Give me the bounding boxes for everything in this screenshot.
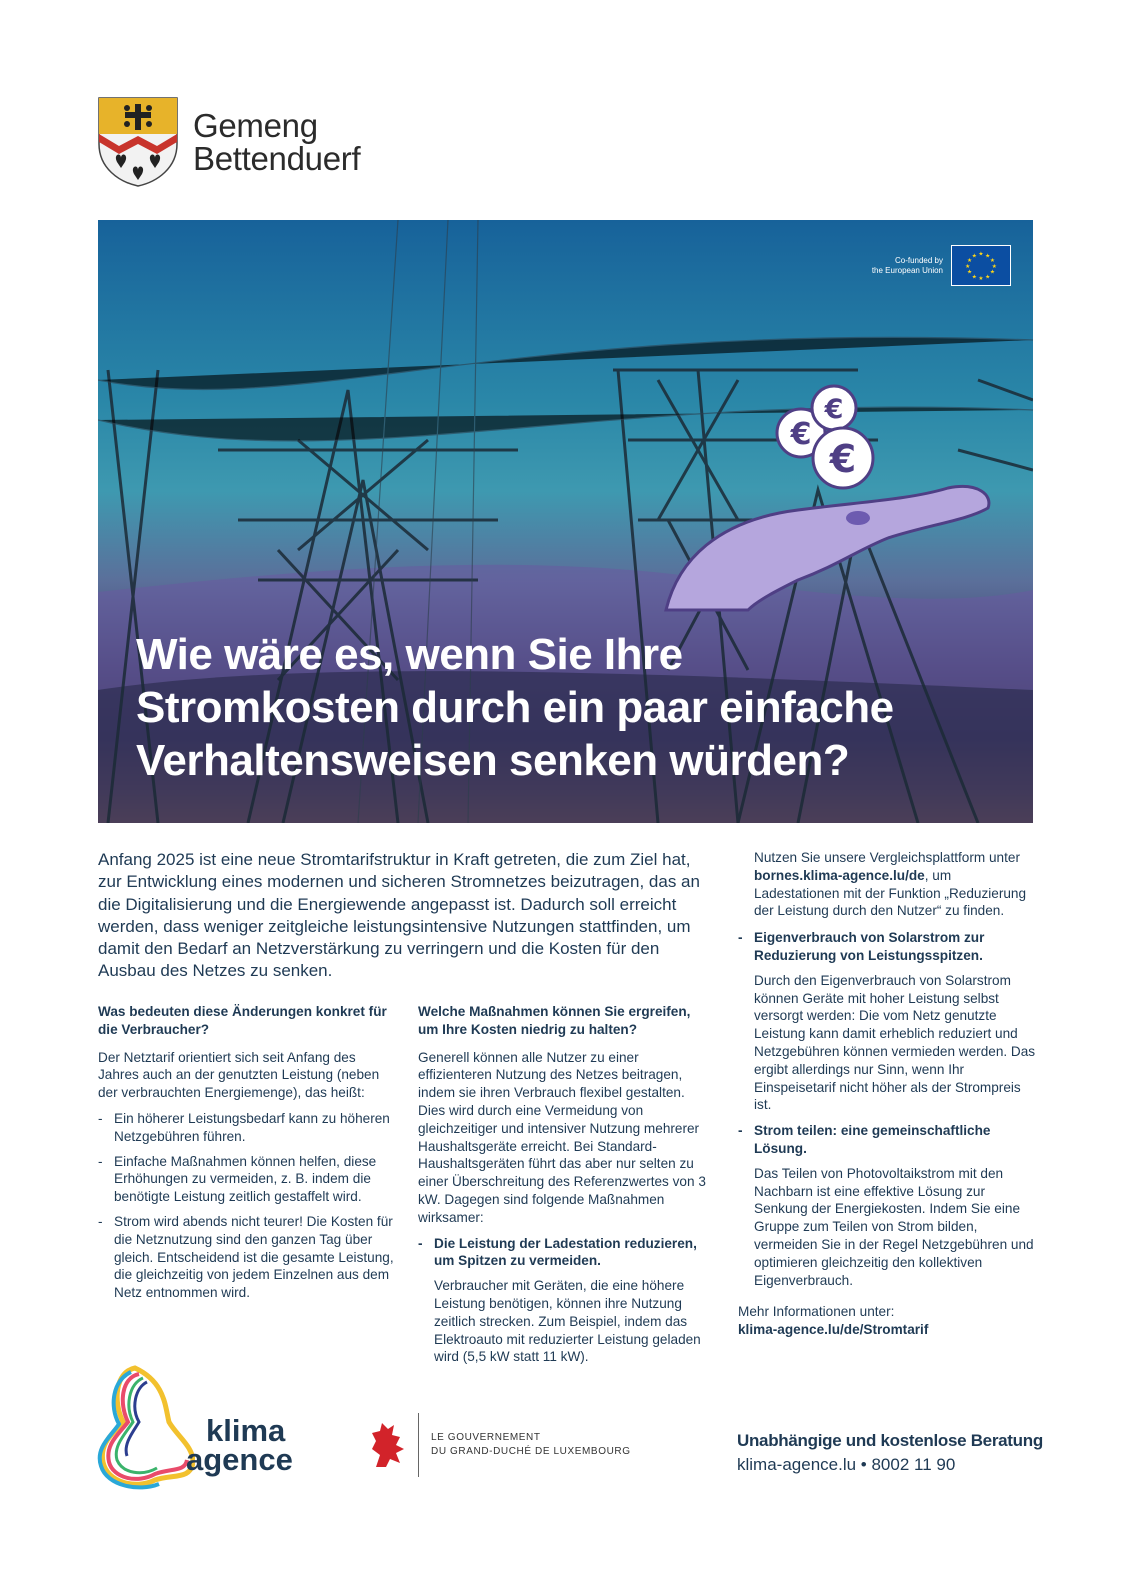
col3-list-1	[738, 929, 1038, 965]
col1-heading: Was bedeuten diese Änderungen konkret für die Verbraucher?	[98, 1004, 387, 1037]
col2-heading: Welche Maßnahmen können Sie ergreifen, um Ihre Kosten niedrig zu halten?	[418, 1004, 691, 1037]
svg-text:★: ★	[991, 263, 997, 270]
eu-line2: the European Union	[871, 265, 943, 275]
euro-coin-icon	[777, 386, 873, 488]
headline-line2: Stromkosten durch ein paar einfache	[136, 683, 894, 732]
svg-text:★: ★	[978, 251, 984, 258]
list-item: - Strom wird abends nicht teurer! Die Kosten für die Netznutzung sind den ganzen Tag über gleich. Entscheidend ist die gesamte Leistung, die gleichzeitig von jedem Einzelnen aus dem Netz entnommen wird.	[98, 1213, 398, 1302]
more-info-label: Mehr Informationen unter:	[738, 1304, 895, 1320]
col3-cont-pre: Nutzen Sie unsere Vergleichsplattform unter	[754, 850, 1020, 865]
list-item: - Einfache Maßnahmen können helfen, diese Erhöhungen zu vermeiden, z. B. indem die benötigte Leistung zeitlich gestaffelt wird.	[98, 1153, 398, 1206]
stromtarif-link[interactable]: klima-agence.lu/de/Stromtarif	[738, 1322, 929, 1338]
column-consumer-changes	[98, 1003, 398, 1309]
svg-text:★: ★	[989, 269, 995, 276]
svg-text:€: €	[829, 437, 857, 481]
headline	[136, 628, 996, 787]
klima-line2: agence	[186, 1442, 293, 1477]
svg-text:★: ★	[989, 258, 995, 265]
municipality-header	[97, 96, 360, 188]
col2-paragraph: Generell können alle Nutzer zu einer effizienteren Nutzung des Netzes beitragen, indem sie ihren Verbrauch flexibel gestalten. Dies wird durch eine Vermeidung von gleichzeitiger und intensiver Nutzung mehrerer Haushaltsgeräte erreicht. Bei Standard-Haushaltsgeräten führt das aber nur selten zu einer Überschreitung des Referenzwertes von 3 kW. Dagegen sind folgende Maßnahmen wirksamer:	[418, 1049, 706, 1225]
contact-info[interactable]: klima-agence.lu • 8002 11 90	[737, 1455, 956, 1474]
svg-text:€: €	[790, 417, 812, 452]
col1-paragraph: Der Netztarif orientiert sich seit Anfang des Jahres auch an der genutzten Leistung (neben der verbrauchten Energiemenge), das heißt:	[98, 1049, 380, 1101]
municipality-name-line2: Bettenduerf	[193, 140, 361, 177]
list-item: - Eigenverbrauch von Solarstrom zur Reduzierung von Leistungsspitzen.	[738, 929, 1038, 965]
municipal-crest-icon	[97, 96, 179, 188]
col2-item-text: Verbraucher mit Geräten, die eine höhere Leistung benötigen, können ihre Nutzung zeitlich strecken. Zum Beispiel, indem das Elektroauto mit reduzierter Leistung geladen wird (5,5 kW statt 11 kW).	[434, 1278, 701, 1365]
svg-text:★: ★	[985, 274, 991, 281]
svg-text:★: ★	[978, 276, 984, 283]
divider	[418, 1413, 419, 1477]
klima-agence-wordmark	[186, 1413, 293, 1477]
contact-block	[737, 1431, 1043, 1475]
government-logo	[366, 1413, 631, 1477]
svg-text:€: €	[824, 394, 844, 425]
eu-line1: Co-funded by	[894, 255, 943, 265]
svg-text:★: ★	[985, 253, 991, 260]
headline-line3: Verhaltensweisen senken würden?	[136, 736, 850, 785]
klima-line1: klima	[206, 1413, 286, 1448]
col1-list	[98, 1110, 398, 1302]
municipality-name	[193, 109, 360, 175]
column-solutions	[738, 849, 1038, 1347]
list-item: - Die Leistung der Ladestation reduzieren, um Spitzen zu vermeiden.	[418, 1235, 710, 1271]
eu-flag-icon	[951, 245, 1011, 286]
gov-line1: LE GOUVERNEMENT	[431, 1432, 541, 1443]
klima-agence-logo-icon	[95, 1362, 195, 1492]
gov-line2: DU GRAND-DUCHÉ DE LUXEMBOURG	[431, 1446, 631, 1457]
col3-cont-post: , um Ladestationen mit der Funktion „Reduzierung der Leistung durch den Nutzer“ zu finden.	[754, 867, 1027, 919]
col3-item2-text: Das Teilen von Photovoltaikstrom mit den Nachbarn ist eine effektive Lösung zur Senkung der Energiekosten. Indem Sie eine Gruppe zum Teilen von Strom bilden, vermeiden Sie in der Regel Netzgebühren und optimieren gleichzeitig den kollektiven Eigenverbrauch.	[754, 1165, 1034, 1288]
municipality-name-line1: Gemeng	[193, 107, 318, 144]
svg-text:★: ★	[971, 274, 977, 281]
luxembourg-lion-icon	[366, 1419, 408, 1471]
headline-line1: Wie wäre es, wenn Sie Ihre	[136, 630, 683, 679]
eu-cofunded-badge	[863, 245, 1011, 286]
list-item: - Ein höherer Leistungsbedarf kann zu höheren Netzgebühren führen.	[98, 1110, 398, 1146]
list-item: - Strom teilen: eine gemeinschaftliche Lösung.	[738, 1122, 1038, 1158]
hero-image	[98, 220, 1033, 823]
intro-paragraph: Anfang 2025 ist eine neue Stromtarifstruktur in Kraft getreten, die zum Ziel hat, zur Entwicklung eines modernen und sicheren Stromnetzes beizutragen, das an die Digitalisierung und die Energiewende angepasst ist. Dadurch soll erreicht werden, dass weniger zeitgleiche leistungsintensive Nutzungen stattfinden, um damit den Bedarf an Netzverstärkung zu verringern und die Kosten für den Ausbau des Netzes zu senken.	[98, 850, 700, 981]
tagline: Unabhängige und kostenlose Beratung	[737, 1431, 1043, 1450]
bornes-link[interactable]: bornes.klima-agence.lu/de	[754, 867, 925, 883]
svg-text:★: ★	[967, 258, 973, 265]
col3-item1-text: Durch den Eigenverbrauch von Solarstrom können Geräte mit hoher Leistung selbst versorgt werden: Die vom Netz genutzte Leistung kann damit erheblich reduziert und Netzgebühren können vermieden werden. Das ergibt allerdings nur Sinn, wenn Ihr Einspeisetarif nicht höher als der Strompreis ist.	[754, 972, 1036, 1113]
column-measures	[418, 1003, 710, 1374]
hand-icon	[666, 486, 989, 610]
svg-text:★: ★	[965, 263, 971, 270]
col3-continuation	[738, 849, 1038, 920]
col2-list	[418, 1235, 710, 1271]
svg-text:★: ★	[967, 269, 973, 276]
svg-text:★: ★	[971, 253, 977, 260]
col3-list-2	[738, 1122, 1038, 1158]
